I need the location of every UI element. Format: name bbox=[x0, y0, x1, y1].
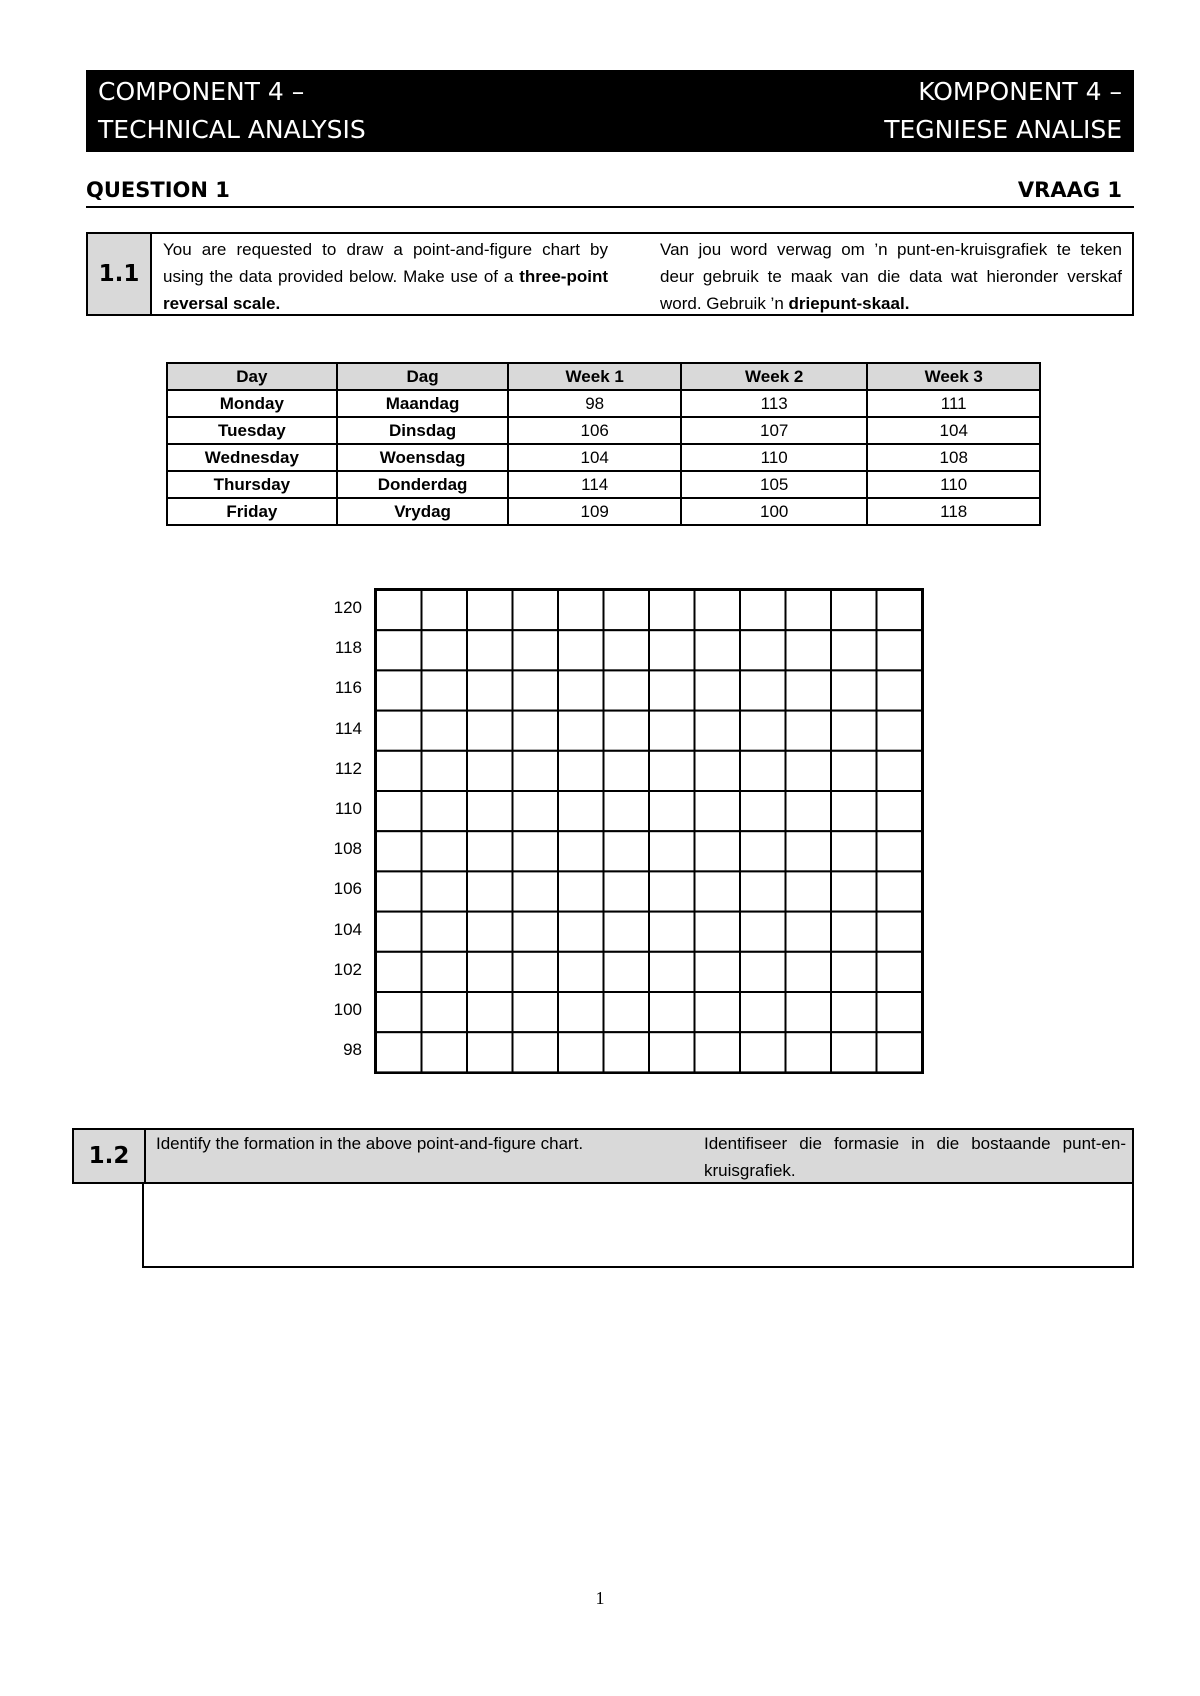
grid-cell[interactable] bbox=[604, 590, 650, 630]
cell-day: Tuesday bbox=[167, 417, 337, 444]
cell-day: Friday bbox=[167, 498, 337, 525]
grid-cell[interactable] bbox=[831, 1032, 877, 1072]
grid-cell[interactable] bbox=[513, 952, 559, 992]
grid-cell[interactable] bbox=[558, 992, 604, 1032]
answer-box[interactable] bbox=[142, 1182, 1134, 1268]
grid-cell[interactable] bbox=[467, 791, 513, 831]
table-row bbox=[167, 498, 1040, 525]
instruction-english-bold: three-point reversal scale. bbox=[163, 267, 608, 313]
grid-cell[interactable] bbox=[604, 791, 650, 831]
grid-cell[interactable] bbox=[376, 751, 422, 791]
grid-cell[interactable] bbox=[740, 912, 786, 952]
grid-cell[interactable] bbox=[877, 630, 923, 670]
cell-value: 98 bbox=[508, 390, 681, 417]
grid-cell[interactable] bbox=[422, 831, 468, 871]
grid-cell[interactable] bbox=[786, 670, 832, 710]
grid-cell[interactable] bbox=[740, 590, 786, 630]
grid-cell[interactable] bbox=[786, 871, 832, 911]
grid-cell[interactable] bbox=[376, 670, 422, 710]
grid-cell[interactable] bbox=[513, 590, 559, 630]
y-axis-tick-label: 118 bbox=[334, 638, 362, 658]
grid-cell[interactable] bbox=[877, 791, 923, 831]
grid-cell[interactable] bbox=[467, 952, 513, 992]
grid-cell[interactable] bbox=[513, 670, 559, 710]
instruction-afrikaans: Identifiseer die formasie in die bostaande punt-en-kruisgrafiek. bbox=[704, 1134, 1126, 1180]
grid-cell[interactable] bbox=[649, 711, 695, 751]
grid-cell[interactable] bbox=[740, 871, 786, 911]
y-axis-tick-label: 114 bbox=[334, 718, 362, 738]
grid-cell[interactable] bbox=[786, 590, 832, 630]
grid-cell[interactable] bbox=[422, 751, 468, 791]
grid-cell[interactable] bbox=[649, 751, 695, 791]
grid-cell[interactable] bbox=[513, 711, 559, 751]
grid-cell[interactable] bbox=[695, 711, 741, 751]
grid-cell[interactable] bbox=[467, 590, 513, 630]
grid-cell[interactable] bbox=[422, 1032, 468, 1072]
grid-cell[interactable] bbox=[604, 871, 650, 911]
banner-left-line2: TECHNICAL ANALYSIS bbox=[98, 115, 366, 144]
grid-cell[interactable] bbox=[558, 791, 604, 831]
grid-cell[interactable] bbox=[604, 1032, 650, 1072]
grid-cell[interactable] bbox=[695, 630, 741, 670]
grid-cell[interactable] bbox=[376, 791, 422, 831]
table-header-row bbox=[167, 363, 1040, 390]
cell-dag: Donderdag bbox=[337, 471, 509, 498]
grid-cell[interactable] bbox=[558, 952, 604, 992]
question-label-af: VRAAG 1 bbox=[1017, 178, 1122, 202]
grid-cell[interactable] bbox=[740, 751, 786, 791]
grid-cell[interactable] bbox=[467, 871, 513, 911]
cell-value: 110 bbox=[681, 444, 867, 471]
grid-cell[interactable] bbox=[467, 992, 513, 1032]
grid-cell[interactable] bbox=[604, 670, 650, 710]
grid-cell[interactable] bbox=[604, 831, 650, 871]
grid-cell[interactable] bbox=[877, 831, 923, 871]
question-1-2-box bbox=[72, 1128, 1134, 1184]
instruction-english bbox=[163, 236, 608, 317]
grid-cell[interactable] bbox=[877, 912, 923, 952]
grid-cell[interactable] bbox=[740, 992, 786, 1032]
grid-cell[interactable] bbox=[877, 871, 923, 911]
grid-cell[interactable] bbox=[467, 751, 513, 791]
question-number: 1.2 bbox=[74, 1130, 146, 1182]
grid-cell[interactable] bbox=[558, 831, 604, 871]
table-row bbox=[167, 471, 1040, 498]
grid-cell[interactable] bbox=[695, 791, 741, 831]
y-axis-tick-label: 120 bbox=[333, 598, 362, 617]
grid-cell[interactable] bbox=[376, 831, 422, 871]
grid-cell[interactable] bbox=[831, 791, 877, 831]
component-banner bbox=[86, 70, 1134, 152]
grid-cell[interactable] bbox=[376, 590, 422, 630]
table-row bbox=[167, 417, 1040, 444]
grid-cell[interactable] bbox=[877, 590, 923, 630]
grid-cell[interactable] bbox=[604, 630, 650, 670]
grid-cell[interactable] bbox=[467, 831, 513, 871]
cell-day: Monday bbox=[167, 390, 337, 417]
grid-cell[interactable] bbox=[422, 630, 468, 670]
cell-dag: Dinsdag bbox=[337, 417, 509, 444]
cell-value: 114 bbox=[508, 471, 681, 498]
grid-cell[interactable] bbox=[467, 912, 513, 952]
cell-value: 113 bbox=[681, 390, 867, 417]
grid-cell[interactable] bbox=[831, 590, 877, 630]
grid-cell[interactable] bbox=[695, 670, 741, 710]
grid-cell[interactable] bbox=[695, 590, 741, 630]
grid-cell[interactable] bbox=[513, 871, 559, 911]
grid-cell[interactable] bbox=[558, 871, 604, 911]
instruction-afrikaans bbox=[660, 236, 1122, 317]
grid-cell[interactable] bbox=[376, 630, 422, 670]
grid-cell[interactable] bbox=[376, 1032, 422, 1072]
cell-value: 107 bbox=[681, 417, 867, 444]
cell-value: 111 bbox=[867, 390, 1040, 417]
grid-cell[interactable] bbox=[376, 952, 422, 992]
grid-cell[interactable] bbox=[786, 912, 832, 952]
page-number: 1 bbox=[595, 1588, 605, 1608]
grid-cell[interactable] bbox=[786, 992, 832, 1032]
grid-cell[interactable] bbox=[786, 630, 832, 670]
cell-value: 108 bbox=[867, 444, 1040, 471]
grid-cell[interactable] bbox=[831, 831, 877, 871]
grid-cell[interactable] bbox=[877, 670, 923, 710]
grid-cell[interactable] bbox=[376, 871, 422, 911]
grid-cell[interactable] bbox=[695, 1032, 741, 1072]
header-dag: Dag bbox=[337, 363, 509, 390]
grid-cell[interactable] bbox=[422, 992, 468, 1032]
grid-cell[interactable] bbox=[649, 992, 695, 1032]
grid-cell[interactable] bbox=[604, 912, 650, 952]
price-data-table bbox=[166, 362, 1041, 526]
grid-cell[interactable] bbox=[422, 871, 468, 911]
y-axis-tick-label: 112 bbox=[334, 758, 362, 778]
grid-cell[interactable] bbox=[877, 711, 923, 751]
grid-cell[interactable] bbox=[695, 871, 741, 911]
cell-value: 110 bbox=[867, 471, 1040, 498]
cell-dag: Maandag bbox=[337, 390, 509, 417]
grid-cell[interactable] bbox=[831, 871, 877, 911]
grid-cell[interactable] bbox=[740, 1032, 786, 1072]
grid-cell[interactable] bbox=[604, 751, 650, 791]
grid-cell[interactable] bbox=[467, 711, 513, 751]
grid-cell[interactable] bbox=[831, 992, 877, 1032]
question-number: 1.1 bbox=[88, 234, 152, 314]
header-week-3: Week 3 bbox=[867, 363, 1040, 390]
grid-cell[interactable] bbox=[831, 711, 877, 751]
cell-day: Thursday bbox=[167, 471, 337, 498]
y-axis-tick-label: 100 bbox=[333, 1000, 362, 1019]
grid-cell[interactable] bbox=[513, 831, 559, 871]
grid-cell[interactable] bbox=[831, 952, 877, 992]
instruction-afrikaans-bold: driepunt-skaal. bbox=[788, 294, 910, 313]
grid-cell[interactable] bbox=[604, 711, 650, 751]
grid-cell[interactable] bbox=[695, 751, 741, 791]
y-axis-tick-label: 110 bbox=[334, 799, 362, 818]
grid-cell[interactable] bbox=[831, 670, 877, 710]
grid-cell[interactable] bbox=[376, 711, 422, 751]
grid-cell[interactable] bbox=[877, 751, 923, 791]
grid-cell[interactable] bbox=[422, 670, 468, 710]
grid-cell[interactable] bbox=[740, 711, 786, 751]
grid-cell[interactable] bbox=[740, 630, 786, 670]
grid-cell[interactable] bbox=[740, 831, 786, 871]
table-row bbox=[167, 444, 1040, 471]
grid-cell[interactable] bbox=[558, 590, 604, 630]
cell-day: Wednesday bbox=[167, 444, 337, 471]
y-axis-tick-label: 108 bbox=[333, 839, 362, 859]
grid-cell[interactable] bbox=[786, 952, 832, 992]
banner-right bbox=[884, 73, 1122, 149]
table-row bbox=[167, 390, 1040, 417]
question-label-en: QUESTION 1 bbox=[86, 178, 230, 202]
banner-left-line1: COMPONENT 4 – bbox=[98, 77, 305, 106]
banner-right-line2: TEGNIESE ANALISE bbox=[884, 115, 1122, 144]
grid-cell[interactable] bbox=[513, 791, 559, 831]
grid-cell[interactable] bbox=[558, 751, 604, 791]
grid-cell[interactable] bbox=[649, 871, 695, 911]
cell-value: 106 bbox=[508, 417, 681, 444]
cell-dag: Vrydag bbox=[337, 498, 509, 525]
y-axis-tick-label: 104 bbox=[333, 919, 362, 939]
y-axis-tick-label: 102 bbox=[333, 959, 362, 979]
grid-cell[interactable] bbox=[558, 630, 604, 670]
cell-value: 118 bbox=[867, 498, 1040, 525]
header-week-2: Week 2 bbox=[681, 363, 867, 390]
grid-cell[interactable] bbox=[649, 791, 695, 831]
question-heading bbox=[86, 178, 1134, 208]
grid-cell[interactable] bbox=[695, 952, 741, 992]
grid-cell[interactable] bbox=[649, 1032, 695, 1072]
grid-cell[interactable] bbox=[786, 791, 832, 831]
grid-cell[interactable] bbox=[376, 992, 422, 1032]
grid-cell[interactable] bbox=[513, 912, 559, 952]
grid-cell[interactable] bbox=[877, 992, 923, 1032]
y-axis-tick-label: 98 bbox=[343, 1040, 362, 1060]
grid-cell[interactable] bbox=[649, 590, 695, 630]
header-week-1: Week 1 bbox=[508, 363, 681, 390]
grid-cell[interactable] bbox=[422, 791, 468, 831]
grid-cell[interactable] bbox=[558, 912, 604, 952]
grid-cell[interactable] bbox=[376, 912, 422, 952]
question-1-1-box bbox=[86, 232, 1134, 316]
grid-cell[interactable] bbox=[513, 992, 559, 1032]
y-axis-tick-label: 106 bbox=[333, 879, 362, 899]
grid-cell[interactable] bbox=[831, 912, 877, 952]
grid-cell[interactable] bbox=[786, 831, 832, 871]
instruction-afrikaans-text: Van jou word verwag om ’n punt-en-kruisgrafiek te teken deur gebruik te maak van die data wat hieronder verskaf word. Gebruik ’n bbox=[660, 240, 1122, 313]
grid-cell[interactable] bbox=[467, 670, 513, 710]
grid-cell[interactable] bbox=[740, 670, 786, 710]
grid-cell[interactable] bbox=[513, 630, 559, 670]
grid-cell[interactable] bbox=[467, 1032, 513, 1072]
grid-cell[interactable] bbox=[786, 1032, 832, 1072]
grid-cell[interactable] bbox=[649, 912, 695, 952]
grid-cell[interactable] bbox=[695, 831, 741, 871]
grid-cell[interactable] bbox=[695, 912, 741, 952]
grid-cell[interactable] bbox=[422, 711, 468, 751]
grid-cell[interactable] bbox=[513, 1032, 559, 1072]
y-axis-tick-label: 116 bbox=[334, 678, 362, 698]
grid-cell[interactable] bbox=[558, 670, 604, 710]
grid-cell[interactable] bbox=[740, 791, 786, 831]
cell-value: 104 bbox=[508, 444, 681, 471]
grid-cell[interactable] bbox=[513, 751, 559, 791]
instruction-english: Identify the formation in the above point-and-figure chart. bbox=[156, 1134, 584, 1153]
grid-cell[interactable] bbox=[422, 952, 468, 992]
grid-cell[interactable] bbox=[558, 1032, 604, 1072]
grid-cell[interactable] bbox=[604, 952, 650, 992]
header-day: Day bbox=[167, 363, 337, 390]
cell-dag: Woensdag bbox=[337, 444, 509, 471]
grid-cell[interactable] bbox=[467, 630, 513, 670]
grid-cell[interactable] bbox=[831, 751, 877, 791]
grid-cell[interactable] bbox=[649, 670, 695, 710]
grid-cell[interactable] bbox=[740, 952, 786, 992]
banner-left bbox=[98, 73, 366, 149]
instruction-english-text: You are requested to draw a point-and-figure chart by using the data provided below. Make use of a bbox=[163, 240, 608, 286]
cell-value: 100 bbox=[681, 498, 867, 525]
grid-cell[interactable] bbox=[649, 952, 695, 992]
cell-value: 109 bbox=[508, 498, 681, 525]
cell-value: 104 bbox=[867, 417, 1040, 444]
point-and-figure-grid[interactable] bbox=[374, 588, 924, 1074]
grid-cell[interactable] bbox=[604, 992, 650, 1032]
grid-cell[interactable] bbox=[877, 1032, 923, 1072]
grid-cell[interactable] bbox=[695, 992, 741, 1032]
grid-cell[interactable] bbox=[831, 630, 877, 670]
grid-cell[interactable] bbox=[786, 711, 832, 751]
grid-cell[interactable] bbox=[422, 590, 468, 630]
grid-cell[interactable] bbox=[558, 711, 604, 751]
grid-cell[interactable] bbox=[877, 952, 923, 992]
banner-right-line1: KOMPONENT 4 – bbox=[918, 77, 1122, 106]
grid-cell[interactable] bbox=[422, 912, 468, 952]
cell-value: 105 bbox=[681, 471, 867, 498]
grid-cell[interactable] bbox=[786, 751, 832, 791]
grid-cell[interactable] bbox=[649, 630, 695, 670]
grid-cell[interactable] bbox=[649, 831, 695, 871]
